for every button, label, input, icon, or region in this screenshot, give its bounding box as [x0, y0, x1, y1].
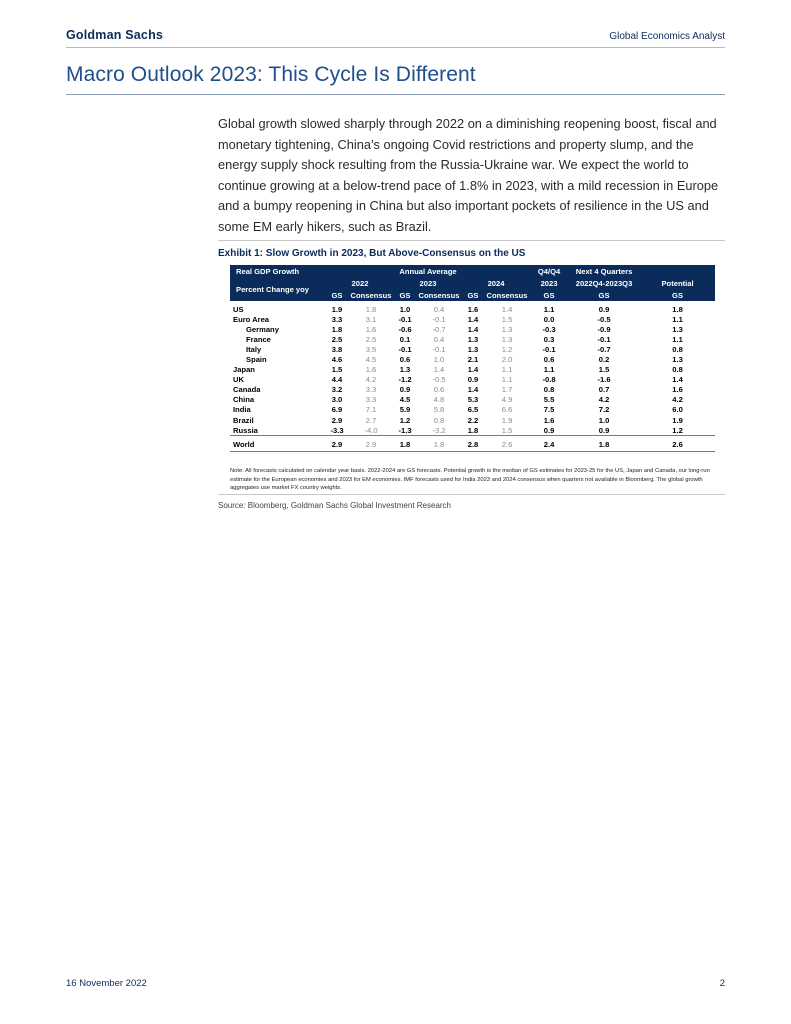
exhibit-title: Exhibit 1: Slow Growth in 2023, But Above-Consensus on the US — [218, 248, 526, 259]
table-cell: 1.0 — [399, 304, 411, 314]
table-cell: 1.3 — [501, 334, 513, 344]
header-percent-change: Percent Change yoy — [230, 277, 326, 301]
table-cell: 0.9 — [467, 375, 479, 385]
table-cell: 1.1 — [501, 375, 513, 385]
table-cell: 0.6 — [399, 355, 411, 365]
country-label: China — [233, 395, 255, 405]
table-row — [230, 324, 715, 334]
table-cell: -0.6 — [398, 324, 412, 334]
table-cell: 1.9 — [501, 415, 513, 425]
country-label: India — [233, 405, 251, 415]
table-cell: 3.5 — [365, 344, 377, 354]
header-consensus: Consensus — [484, 289, 530, 301]
table-cell: -0.1 — [398, 344, 412, 354]
table-row — [230, 415, 715, 425]
header-annual-average: Annual Average — [326, 265, 530, 277]
table-cell: 1.5 — [598, 365, 610, 375]
table-cell: 1.8 — [365, 304, 377, 314]
table-cell: 1.4 — [467, 314, 479, 324]
country-label: Spain — [246, 355, 267, 365]
table-cell: 0.8 — [543, 385, 555, 395]
table-cell: 3.3 — [365, 395, 377, 405]
table-cell: 1.3 — [467, 334, 479, 344]
header-blank — [640, 265, 715, 277]
table-cell: 1.2 — [399, 415, 411, 425]
table-cell: 0.4 — [433, 334, 445, 344]
country-label: Italy — [246, 344, 262, 354]
header-gs: GS — [462, 289, 484, 301]
table-cell: -1.2 — [398, 375, 412, 385]
table-cell: 7.2 — [598, 405, 610, 415]
gdp-table-body — [230, 301, 715, 452]
table-cell: 1.6 — [672, 385, 683, 395]
table-row — [230, 301, 715, 314]
table-cell: -1.6 — [597, 375, 611, 385]
table-cell: 2.1 — [467, 355, 479, 365]
table-cell: 1.8 — [394, 436, 416, 452]
table-cell: 5.5 — [543, 395, 555, 405]
table-cell: 3.0 — [331, 395, 343, 405]
note-divider — [218, 494, 725, 495]
table-cell: 4.5 — [365, 355, 377, 365]
table-cell: 1.3 — [399, 365, 411, 375]
table-cell: 2.7 — [365, 415, 377, 425]
table-cell: 1.2 — [501, 344, 513, 354]
footer-page-number: 2 — [719, 978, 725, 989]
title-divider — [66, 94, 725, 95]
header-divider — [66, 47, 725, 48]
body-paragraph: Global growth slowed sharply through 2022 on a diminishing reopening boost, fiscal and monetary tightening, China’s ongoing Covid restrictions and property slump, and the energy supply shock resulting from the Russia-Ukraine war. We expect the world to continue growing at a below-trend pace of 1.8% in 2023, with a mild recession in Europe and a bumpy reopening in China but also important pockets of resilience in the US and some EM early hikers, such as Brazil. — [218, 116, 719, 234]
table-cell: 1.6 — [365, 324, 377, 334]
table-cell: 1.6 — [543, 415, 555, 425]
table-cell: 0.3 — [543, 334, 555, 344]
table-cell: 4.2 — [598, 395, 610, 405]
exhibit-source: Source: Bloomberg, Goldman Sachs Global Investment Research — [218, 501, 452, 510]
table-cell: -0.1 — [398, 314, 412, 324]
table-cell: 1.1 — [543, 304, 555, 314]
table-cell: 4.4 — [331, 375, 343, 385]
table-cell: 2.9 — [348, 436, 394, 452]
exhibit-note: Note: All forecasts calculated on calendar year basis. 2022-2024 are GS forecasts. Potential growth is the median of GS estimates for 2023-25 for the US, Japan and Canada, our long-run estimate for the European economies and 2023 for EM economies. IMF forecasts used for India 2023 and 2024 consensus when quarters not available in Bloomberg. The global growth aggregates use market FX country weights. — [230, 468, 710, 492]
table-cell: -4.0 — [364, 425, 378, 435]
table-row — [230, 344, 715, 354]
table-cell: -3.2 — [432, 425, 446, 435]
table-cell: 0.9 — [598, 425, 610, 435]
gdp-table — [230, 265, 715, 452]
table-cell: 2.8 — [462, 436, 484, 452]
table-cell: 0.9 — [543, 425, 555, 435]
table-cell: -0.5 — [597, 314, 611, 324]
table-cell: 1.9 — [331, 304, 343, 314]
header-potential: Potential — [640, 277, 715, 289]
table-cell: 3.8 — [331, 344, 343, 354]
header-gs: GS — [568, 289, 640, 301]
header-real-gdp: Real GDP Growth — [230, 265, 326, 277]
table-cell: 1.4 — [467, 324, 479, 334]
table-cell: 1.1 — [543, 365, 555, 375]
table-cell: 0.9 — [598, 304, 610, 314]
table-cell: 1.1 — [501, 365, 513, 375]
table-cell: 1.0 — [598, 415, 610, 425]
header-row-1 — [230, 265, 715, 277]
table-row — [230, 425, 715, 436]
table-cell: 1.4 — [467, 365, 479, 375]
table-row — [230, 436, 715, 452]
table-cell: 1.8 — [467, 425, 479, 435]
table-cell: 6.0 — [672, 405, 683, 415]
table-cell: 1.3 — [672, 324, 683, 334]
table-cell: 2.9 — [331, 415, 343, 425]
header-brand: Goldman Sachs — [66, 28, 164, 42]
table-cell: 4.9 — [501, 395, 513, 405]
table-cell: 4.2 — [672, 395, 683, 405]
table-cell: 0.8 — [672, 344, 683, 354]
table-cell: -0.8 — [542, 375, 556, 385]
table-cell: 2.5 — [331, 334, 343, 344]
table-cell: 0.4 — [433, 304, 445, 314]
header-next-4-quarters: Next 4 Quarters — [568, 265, 640, 277]
table-cell: 1.4 — [433, 365, 445, 375]
table-cell: 1.6 — [365, 365, 377, 375]
header-consensus: Consensus — [348, 289, 394, 301]
country-label: Brazil — [233, 415, 254, 425]
table-cell: -1.3 — [398, 425, 412, 435]
table-row — [230, 354, 715, 364]
table-cell: 3.1 — [365, 314, 377, 324]
table-cell: 0.8 — [433, 415, 445, 425]
table-cell: 1.8 — [416, 436, 462, 452]
table-cell: 4.8 — [433, 395, 445, 405]
table-cell: 0.0 — [543, 314, 555, 324]
table-row — [230, 405, 715, 415]
header-consensus: Consensus — [416, 289, 462, 301]
table-cell: -0.5 — [432, 375, 446, 385]
header-gs: GS — [326, 289, 348, 301]
header-q4q4: Q4/Q4 — [530, 265, 568, 277]
table-cell: 1.4 — [672, 375, 683, 385]
table-row — [230, 375, 715, 385]
table-row — [230, 385, 715, 395]
table-cell: 0.1 — [399, 334, 411, 344]
table-cell: 0.8 — [672, 365, 683, 375]
table-cell: -0.1 — [542, 344, 556, 354]
page-title: Macro Outlook 2023: This Cycle Is Different — [66, 63, 476, 86]
table-cell: 0.6 — [433, 385, 445, 395]
country-label: France — [246, 334, 271, 344]
header-2022: 2022 — [326, 277, 394, 289]
table-cell: 5.9 — [399, 405, 411, 415]
header-gs: GS — [394, 289, 416, 301]
table-cell: -0.9 — [597, 324, 611, 334]
table-row — [230, 334, 715, 344]
table-cell: -0.1 — [432, 344, 446, 354]
table-cell: 0.7 — [598, 385, 610, 395]
table-cell: 2.9 — [326, 436, 348, 452]
table-row — [230, 395, 715, 405]
table-cell: 4.6 — [331, 355, 343, 365]
table-cell: -0.7 — [432, 324, 446, 334]
table-cell: 1.1 — [672, 334, 683, 344]
table-cell: 0.6 — [543, 355, 555, 365]
table-cell: 2.4 — [530, 436, 568, 452]
table-cell: 1.4 — [467, 385, 479, 395]
header-2024: 2024 — [462, 277, 530, 289]
table-cell: 1.1 — [672, 314, 683, 324]
country-label: Japan — [233, 365, 255, 375]
table-cell: -3.3 — [330, 425, 344, 435]
table-cell: 1.8 — [568, 436, 640, 452]
country-label: UK — [233, 375, 244, 385]
table-cell: 7.1 — [365, 405, 377, 415]
table-cell: 2.6 — [484, 436, 530, 452]
table-cell: 1.6 — [467, 304, 479, 314]
table-cell: 1.8 — [672, 304, 683, 314]
header-q4-year: 2023 — [530, 277, 568, 289]
table-cell: 0.2 — [598, 355, 610, 365]
header-2023: 2023 — [394, 277, 462, 289]
table-cell: 2.0 — [501, 355, 513, 365]
header-row-2 — [230, 277, 715, 289]
table-cell: 1.9 — [672, 415, 683, 425]
table-cell: 2.5 — [365, 334, 377, 344]
table-cell: 5.3 — [467, 395, 479, 405]
table-cell: 2.6 — [640, 436, 715, 452]
table-row — [230, 365, 715, 375]
table-cell: 4.5 — [399, 395, 411, 405]
table-cell: 6.6 — [501, 405, 513, 415]
country-label: World — [230, 436, 326, 452]
gdp-table-container — [230, 265, 715, 452]
country-label: Russia — [233, 425, 258, 435]
table-cell: 0.9 — [399, 385, 411, 395]
table-cell: 1.0 — [433, 355, 445, 365]
table-cell: -0.1 — [597, 334, 611, 344]
table-cell: -0.1 — [432, 314, 446, 324]
table-cell: 1.3 — [467, 344, 479, 354]
table-cell: 1.3 — [672, 355, 683, 365]
table-cell: 1.5 — [501, 425, 513, 435]
exhibit-divider — [218, 240, 725, 241]
table-row — [230, 314, 715, 324]
table-cell: 1.2 — [672, 425, 683, 435]
table-cell: 5.8 — [433, 405, 445, 415]
country-label: US — [233, 304, 244, 314]
table-cell: 6.5 — [467, 405, 479, 415]
table-cell: 4.2 — [365, 375, 377, 385]
table-cell: 3.3 — [331, 314, 343, 324]
country-label: Canada — [233, 385, 261, 395]
table-cell: -0.3 — [542, 324, 556, 334]
table-cell: 1.4 — [501, 304, 513, 314]
table-cell: 2.2 — [467, 415, 479, 425]
footer-date: 16 November 2022 — [66, 978, 147, 989]
header-gs: GS — [640, 289, 715, 301]
table-cell: 1.7 — [501, 385, 513, 395]
table-cell: 6.9 — [331, 405, 343, 415]
table-cell: 3.3 — [365, 385, 377, 395]
table-cell: 7.5 — [543, 405, 555, 415]
table-cell: 1.3 — [501, 324, 513, 334]
table-cell: -0.7 — [597, 344, 611, 354]
header-publication: Global Economics Analyst — [609, 31, 725, 42]
header-gs: GS — [530, 289, 568, 301]
country-label: Euro Area — [233, 314, 270, 324]
table-cell: 1.8 — [331, 324, 343, 334]
header-next-period: 2022Q4-2023Q3 — [568, 277, 640, 289]
table-cell: 1.5 — [331, 365, 343, 375]
table-cell: 1.5 — [501, 314, 513, 324]
country-label: Germany — [246, 324, 279, 334]
table-cell: 3.2 — [331, 385, 343, 395]
